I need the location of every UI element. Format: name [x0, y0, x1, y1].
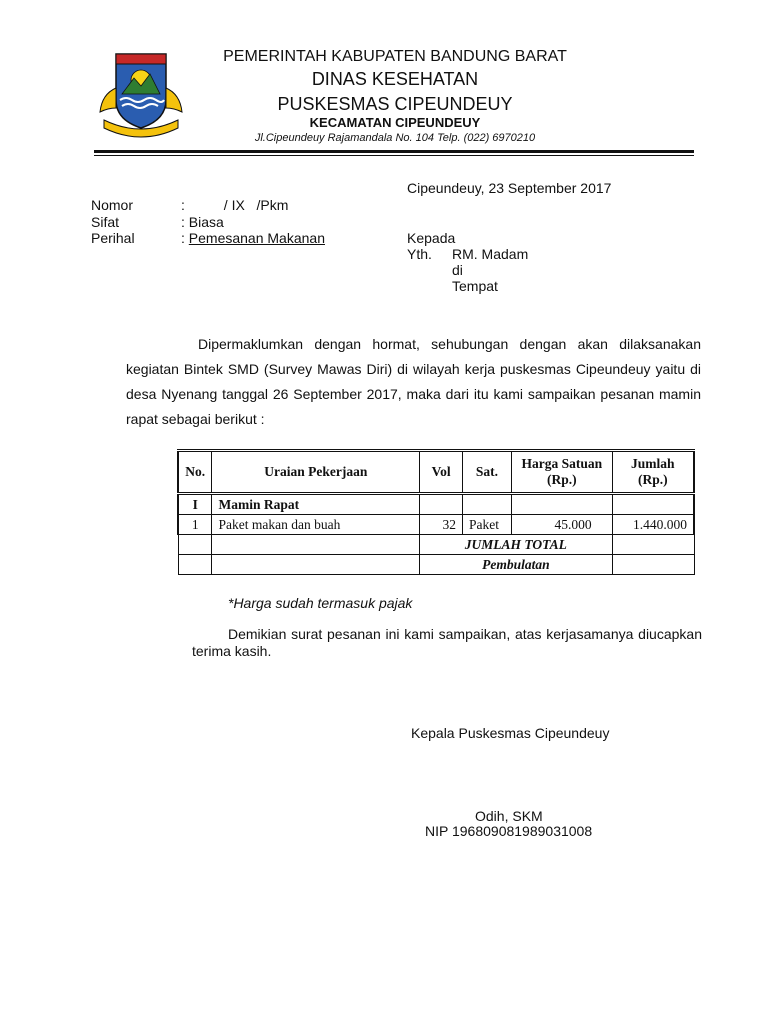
letterhead-government: PEMERINTAH KABUPATEN BANDUNG BARAT — [223, 48, 567, 65]
letterhead-divider-thin — [94, 155, 694, 156]
header-description: Uraian Pekerjaan — [212, 451, 420, 494]
meta-label-nomor: Nomor — [91, 197, 134, 213]
empty-cell — [178, 535, 212, 555]
signature-nip: NIP 196809081989031008 — [425, 823, 593, 839]
grand-total-value — [612, 535, 694, 555]
table-row-total — [178, 535, 694, 555]
recipient-name: RM. Madam — [452, 246, 529, 262]
meta-value-nomor: : / IX /Pkm — [181, 197, 289, 213]
header-unit-price: Harga Satuan (Rp.) — [511, 451, 612, 494]
regency-logo — [98, 48, 184, 140]
order-table — [177, 449, 695, 575]
item-total: 1.440.000 — [612, 515, 694, 535]
header-unit: Sat. — [463, 451, 512, 494]
letterhead-clinic: PUSKESMAS CIPEUNDEUY — [277, 94, 513, 114]
table-row-rounding — [178, 555, 694, 575]
meta-label-perihal: Perihal — [91, 230, 135, 246]
tax-note: *Harga sudah termasuk pajak — [228, 595, 413, 611]
item-unit: Paket — [463, 515, 512, 535]
letterhead-agency: DINAS KESEHATAN — [311, 69, 479, 89]
empty-cell — [463, 494, 512, 515]
subject-underlined: Pemesanan Makanan — [188, 230, 325, 246]
empty-cell — [178, 555, 212, 575]
meta-value-perihal: : Pemesanan Makanan — [181, 230, 325, 246]
regency-coat-of-arms-icon — [98, 48, 184, 140]
header-total: Jumlah (Rp.) — [612, 451, 694, 494]
recipient-yth: Yth. — [407, 246, 432, 262]
body-paragraph — [126, 332, 701, 432]
table-row — [178, 494, 694, 515]
signature-title: Kepala Puskesmas Cipeundeuy — [411, 725, 610, 741]
letterhead-address: Jl.Cipeundeuy Rajamandala No. 104 Telp. (022) 6970210 — [254, 132, 536, 144]
section-title: Mamin Rapat — [212, 494, 420, 515]
item-volume: 32 — [420, 515, 463, 535]
closing-paragraph — [192, 626, 702, 660]
section-number: I — [178, 494, 212, 515]
grand-total-label: JUMLAH TOTAL — [420, 535, 612, 555]
header-volume: Vol — [420, 451, 463, 494]
table-header-row — [178, 451, 694, 494]
empty-cell — [212, 555, 420, 575]
rounding-value — [612, 555, 694, 575]
empty-cell — [612, 494, 694, 515]
item-number: 1 — [178, 515, 212, 535]
body-paragraph-text: Dipermaklumkan dengan hormat, sehubungan dengan akan dilaksanakan kegiatan Bintek SMD (Survey Mawas Diri) di wilayah kerja puskesmas Cipeundeuy yaitu di desa Nyenang tanggal 26 September 2017, maka dari itu kami sampaikan pesanan mamin rapat sebagai berikut : — [126, 336, 701, 427]
recipient-kepada: Kepada — [407, 230, 456, 246]
recipient-place: Tempat — [452, 278, 498, 294]
table-row — [178, 515, 694, 535]
empty-cell — [511, 494, 612, 515]
item-unit-price: 45.000 — [511, 515, 612, 535]
meta-value-sifat: : Biasa — [181, 214, 224, 230]
empty-cell — [212, 535, 420, 555]
meta-label-sifat: Sifat — [91, 214, 120, 230]
letterhead-divider-thick — [94, 150, 694, 153]
letterhead-district: KECAMATAN CIPEUNDEUY — [309, 115, 481, 130]
recipient-di: di — [452, 262, 463, 278]
letter-date: Cipeundeuy, 23 September 2017 — [407, 180, 612, 196]
empty-cell — [420, 494, 463, 515]
closing-paragraph-text: Demikian surat pesanan ini kami sampaikan, atas kerjasamanya diucapkan terima kasih. — [192, 626, 702, 659]
item-description: Paket makan dan buah — [212, 515, 420, 535]
signature-name: Odih, SKM — [475, 808, 543, 824]
rounding-label: Pembulatan — [420, 555, 612, 575]
header-no: No. — [178, 451, 212, 494]
